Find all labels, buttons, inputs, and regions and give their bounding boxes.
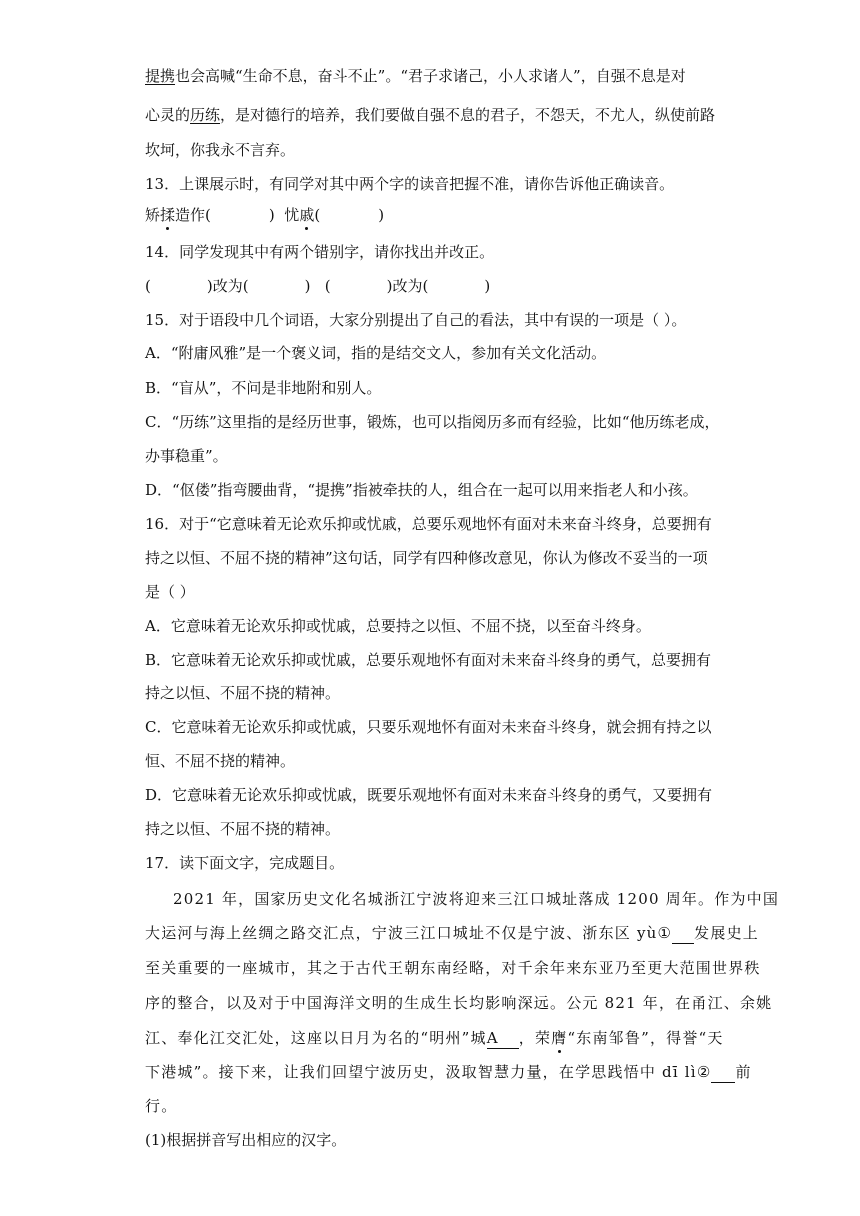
- option-b: B．“盲从”，不问是非地附和别人。: [145, 379, 382, 397]
- passage-line: 心灵的历练，是对德行的培养，我们要做自强不息的君子，不怨天，不尤人，纵使前路: [145, 106, 716, 124]
- reading-passage-line: 大运河与海上丝绸之路交汇点，宁波三江口城址不仅是宁波、浙东区 yù① 发展史上: [145, 924, 759, 942]
- question-14-stem: 14．同学发现其中有两个错别字，请你找出并改正。: [145, 243, 495, 261]
- reading-passage-line: 行。: [145, 1097, 178, 1115]
- blank-marker: A: [486, 1029, 499, 1047]
- reading-passage-line: 至关重要的一座城市，其之于古代王朝东南经略，对千余年来东亚乃至更大范围世界秩: [145, 959, 761, 977]
- option-c-cont: 办事稳重”。: [145, 447, 228, 465]
- option-d: D．它意味着无论欢乐抑或忧戚，既要乐观地怀有面对未来奋斗终身的勇气，又要拥有: [145, 786, 713, 804]
- answer-blank[interactable]: [711, 1062, 735, 1083]
- answer-blank[interactable]: [499, 1028, 519, 1049]
- option-c: C．它意味着无论欢乐抑或忧戚，只要乐观地怀有面对未来奋斗终身，就会拥有持之以: [145, 718, 712, 736]
- option-c: C．“历练”这里指的是经历世事，锻炼，也可以指阅历多而有经验，比如“他历练老成，: [145, 413, 720, 431]
- option-c-cont: 恒、不屈不挠的精神。: [145, 752, 296, 770]
- question-13-stem: 13．上课展示时，有同学对其中两个字的读音把握不准，请你告诉他正确读音。: [145, 175, 675, 193]
- sub-question-1: (1)根据拼音写出相应的汉字。: [145, 1131, 347, 1149]
- option-a: A．它意味着无论欢乐抑或忧戚，总要持之以恒、不屈不挠，以至奋斗终身。: [145, 617, 651, 635]
- blank-marker: ①: [657, 924, 673, 942]
- dotted-char: 戚: [299, 206, 315, 224]
- question-16-stem-cont: 是（ ）: [145, 583, 195, 601]
- question-16-stem: 16．对于“它意味着无论欢乐抑或忧戚，总要乐观地怀有面对未来奋斗终身，总要拥有: [145, 515, 712, 533]
- question-15-stem: 15．对于语段中几个词语，大家分别提出了自己的看法，其中有误的一项是（ ）。: [145, 311, 687, 329]
- blank-marker: ②: [696, 1063, 712, 1081]
- answer-blank[interactable]: [672, 923, 694, 944]
- option-d-cont: 持之以恒、不屈不挠的精神。: [145, 820, 341, 838]
- option-b-cont: 持之以恒、不屈不挠的精神。: [145, 684, 341, 702]
- option-d: D．“伛偻”指弯腰曲背，“提携”指被牵扶的人，组合在一起可以用来指老人和小孩。: [145, 481, 698, 499]
- dotted-char: 膺: [551, 1029, 568, 1047]
- question-14-answer-line: ( )改为( ) ( )改为( ): [145, 277, 491, 295]
- question-17-stem: 17．读下面文字，完成题目。: [145, 854, 345, 872]
- passage-line: 提携也会高喊“生命不息，奋斗不止”。“君子求诸己，小人求诸人”，自强不息是对: [145, 67, 686, 85]
- passage-line: 坎坷，你我永不言弃。: [145, 141, 296, 159]
- option-b: B．它意味着无论欢乐抑或忧戚，总要乐观地怀有面对未来奋斗终身的勇气，总要拥有: [145, 651, 712, 669]
- underlined-word: 提携: [145, 67, 176, 85]
- reading-passage-line: 下港城”。接下来，让我们回望宁波历史，汲取智慧力量，在学思践悟中 dī lì② 前: [145, 1063, 752, 1081]
- dotted-char: 揉: [160, 206, 176, 224]
- reading-passage-line: 江、奉化江交汇处，这座以日月为名的“明州”城A ，荣膺“东南邹鲁”，得誉“天: [145, 1029, 724, 1047]
- option-a: A．“附庸风雅”是一个褒义词，指的是结交文人，参加有关文化活动。: [145, 344, 607, 362]
- question-13-answer-line: 矫揉造作( ) 忧戚( ): [145, 206, 385, 224]
- reading-passage-line: 2021 年，国家历史文化名城浙江宁波将迎来三江口城址落成 1200 周年。作为中国: [173, 890, 780, 908]
- question-16-stem-cont: 持之以恒、不屈不挠的精神”这句话，同学有四种修改意见，你认为修改不妥当的一项: [145, 549, 708, 567]
- underlined-word: 历练: [190, 106, 221, 124]
- reading-passage-line: 序的整合，以及对于中国海洋文明的生成生长均影响深远。公元 821 年，在甬江、余姚: [145, 994, 773, 1012]
